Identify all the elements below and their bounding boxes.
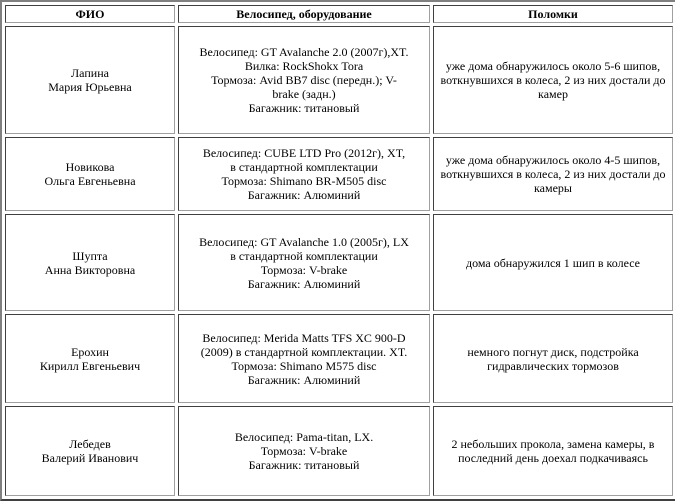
bike-cell bbox=[178, 314, 430, 403]
table-row bbox=[5, 137, 673, 211]
name-cell bbox=[5, 26, 175, 134]
bike-line: Багажник: титановый bbox=[248, 101, 360, 116]
bike-line: Велосипед: Pama-titan, LX. bbox=[234, 430, 374, 444]
bike-line: Багажник: Алюминий bbox=[247, 188, 361, 203]
bike-cell bbox=[178, 26, 430, 134]
bike-line: Тормоза: Avid BB7 disc (передн.); V- bbox=[211, 73, 397, 88]
name-cell bbox=[5, 137, 175, 211]
surname: Ерохин bbox=[71, 344, 109, 359]
bike-line: в стандартной комплектации bbox=[230, 248, 378, 263]
bike-line: Вилка: RockShokx Tora bbox=[244, 59, 364, 74]
table-row bbox=[5, 406, 673, 496]
table-row bbox=[5, 26, 673, 134]
name-cell bbox=[5, 214, 175, 311]
bike-line: brake (задн.) bbox=[272, 87, 336, 102]
issues-cell: немного погнут диск, подстройка гидравлических тормозов bbox=[433, 314, 673, 403]
header-row bbox=[5, 5, 673, 23]
header-issues: Поломки bbox=[433, 5, 673, 23]
surname: Лапина bbox=[71, 66, 109, 81]
surname: Лебедев bbox=[69, 437, 111, 451]
bike-line: Тормоза: Shimano M575 disc bbox=[231, 358, 377, 373]
surname: Новикова bbox=[65, 160, 115, 175]
issues-cell: 2 небольших прокола, замена камеры, в последний день доехал подкачиваясь bbox=[433, 406, 673, 496]
bike-cell bbox=[178, 137, 430, 211]
bike-line: Багажник: Алюминий bbox=[247, 372, 361, 387]
bike-cell bbox=[178, 214, 430, 311]
issues-cell: дома обнаружился 1 шип в колесе bbox=[433, 214, 673, 311]
issues-cell: уже дома обнаружилось около 4-5 шипов, воткнувшихся в колеса, 2 из них достали до камеры bbox=[433, 137, 673, 211]
issues-cell: уже дома обнаружилось около 5-6 шипов, воткнувшихся в колеса, 2 из них достали до камер bbox=[433, 26, 673, 134]
bike-line: Велосипед: Merida Matts TFS XC 900-D bbox=[202, 330, 406, 345]
bike-line: Багажник: титановый bbox=[248, 458, 360, 472]
given-names: Мария Юрьевна bbox=[48, 80, 132, 95]
bike-line: Багажник: Алюминий bbox=[247, 276, 361, 291]
given-names: Анна Викторовна bbox=[44, 262, 136, 277]
bike-cell bbox=[178, 406, 430, 496]
bike-line: Тормоза: Shimano BR-M505 disc bbox=[221, 174, 387, 189]
bike-line: Велосипед: GT Avalanche 2.0 (2007г),XT. bbox=[199, 45, 409, 60]
table-row bbox=[5, 314, 673, 403]
bike-line: в стандартной комплектации bbox=[230, 160, 378, 175]
bike-line: Тормоза: V-brake bbox=[260, 444, 348, 458]
header-name: ФИО bbox=[5, 5, 175, 23]
bike-line: (2009) в стандартной комплектации. XT. bbox=[200, 344, 408, 359]
name-cell bbox=[5, 406, 175, 496]
surname: Шупта bbox=[72, 248, 108, 263]
given-names: Ольга Евгеньевна bbox=[44, 174, 136, 189]
given-names: Кирилл Евгеньевич bbox=[39, 358, 141, 373]
bike-line: Велосипед: GT Avalanche 1.0 (2005г), LX bbox=[199, 234, 409, 249]
table-row bbox=[5, 214, 673, 311]
header-bike: Велосипед, оборудование bbox=[178, 5, 430, 23]
bike-line: Велосипед: CUBE LTD Pro (2012г), XT, bbox=[202, 146, 406, 161]
bike-line: Тормоза: V-brake bbox=[260, 262, 348, 277]
given-names: Валерий Иванович bbox=[41, 451, 139, 465]
name-cell bbox=[5, 314, 175, 403]
